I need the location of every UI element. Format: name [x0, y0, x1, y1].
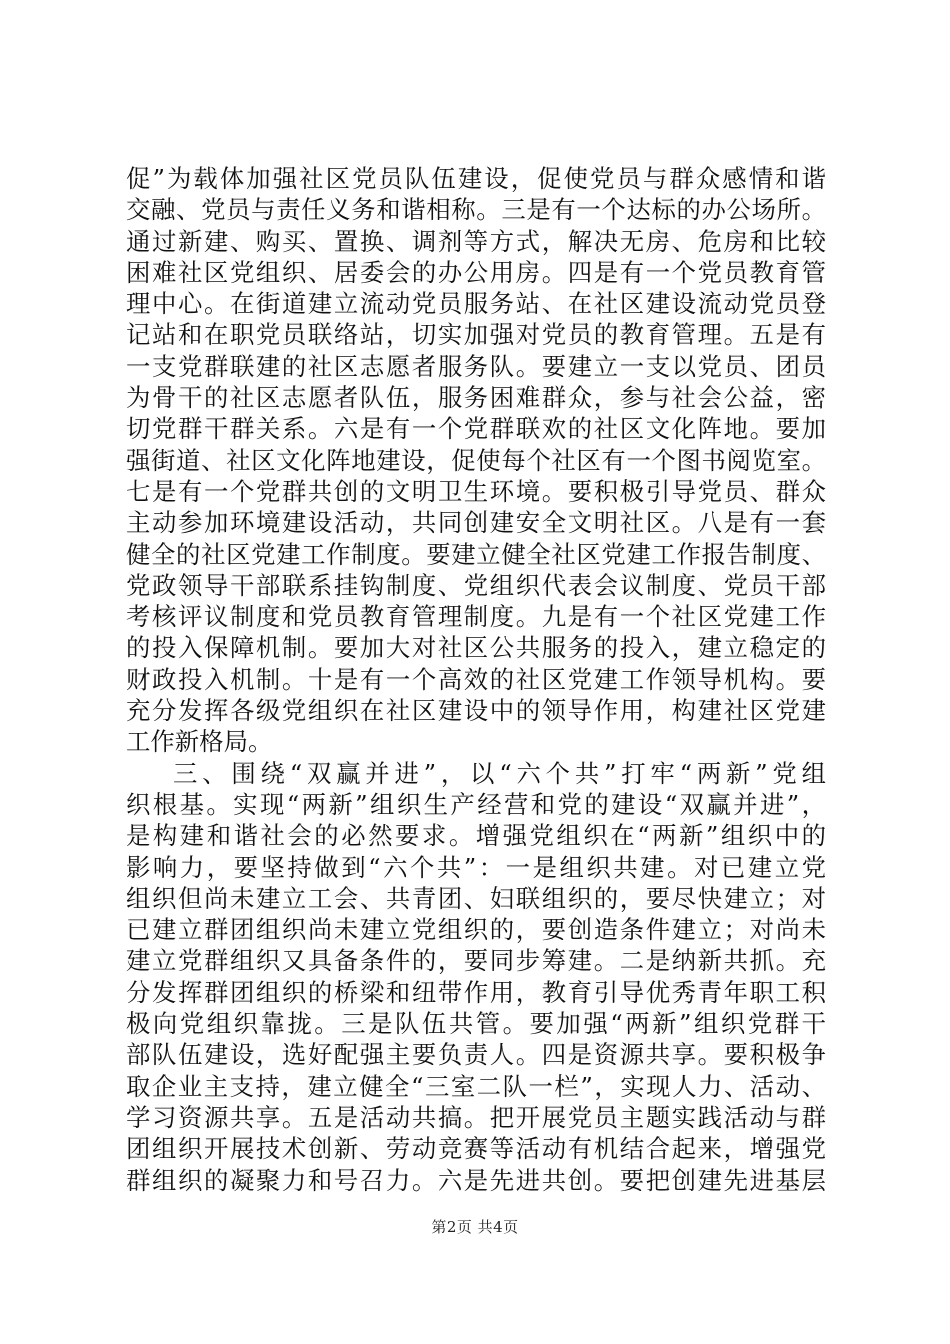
text-line: 党政领导干部联系挂钩制度、党组织代表会议制度、党员干部: [126, 570, 826, 600]
text-line: 理中心。在街道建立流动党员服务站、在社区建设流动党员登: [126, 289, 826, 319]
text-line: 通过新建、购买、置换、调剂等方式，解决无房、危房和比较: [126, 226, 826, 256]
text-line: 已建立群团组织尚未建立党组织的，要创造条件建立；对尚未: [126, 915, 826, 945]
text-line: 的投入保障机制。要加大对社区公共服务的投入，建立稳定的: [126, 633, 826, 663]
text-line: 是构建和谐社会的必然要求。增强党组织在“两新”组织中的: [126, 821, 826, 851]
section-heading-line: 三、围绕“双赢并进”，以“六个共”打牢“两新”党组: [173, 758, 826, 788]
text-line: 群组织的凝聚力和号召力。六是先进共创。要把创建先进基层: [126, 1165, 826, 1195]
text-line: 充分发挥各级党组织在社区建设中的领导作用，构建社区党建: [126, 696, 826, 726]
text-line: 促”为载体加强社区党员队伍建设，促使党员与群众感情和谐: [126, 164, 826, 193]
text-line: 健全的社区党建工作制度。要建立健全社区党建工作报告制度、: [126, 539, 826, 569]
text-line: 建立党群组织又具备条件的，要同步筹建。二是纳新共抓。充: [126, 946, 826, 976]
text-line: 团组织开展技术创新、劳动竞赛等活动有机结合起来，增强党: [126, 1134, 826, 1164]
text-line: 学习资源共享。五是活动共搞。把开展党员主题实践活动与群: [126, 1102, 826, 1132]
text-line: 影响力，要坚持做到“六个共”：一是组织共建。对已建立党: [126, 852, 826, 882]
text-line: 困难社区党组织、居委会的办公用房。四是有一个党员教育管: [126, 257, 826, 287]
text-line: 主动参加环境建设活动，共同创建安全文明社区。八是有一套: [126, 508, 826, 538]
text-line: 织根基。实现“两新”组织生产经营和党的建设“双赢并进”，: [126, 789, 826, 819]
text-line: 组织但尚未建立工会、共青团、妇联组织的，要尽快建立；对: [126, 883, 826, 913]
text-line: 财政投入机制。十是有一个高效的社区党建工作领导机构。要: [126, 664, 826, 694]
text-line: 记站和在职党员联络站，切实加强对党员的教育管理。五是有: [126, 320, 826, 350]
text-line: 部队伍建设，选好配强主要负责人。四是资源共享。要积极争: [126, 1040, 826, 1070]
text-line: 工作新格局。: [126, 727, 273, 757]
text-line: 切党群干群关系。六是有一个党群联欢的社区文化阵地。要加: [126, 414, 826, 444]
text-line: 为骨干的社区志愿者队伍，服务困难群众，参与社会公益，密: [126, 383, 826, 413]
text-line: 强街道、社区文化阵地建设，促使每个社区有一个图书阅览室。: [126, 445, 826, 475]
text-line: 七是有一个党群共创的文明卫生环境。要积极引导党员、群众: [126, 476, 826, 506]
text-line: 一支党群联建的社区志愿者服务队。要建立一支以党员、团员: [126, 351, 826, 381]
page-footer: 第2页 共4页: [431, 1218, 519, 1236]
text-line: 极向党组织靠拢。三是队伍共管。要加强“两新”组织党群干: [126, 1009, 826, 1039]
text-line: 交融、党员与责任义务和谐相称。三是有一个达标的办公场所。: [126, 195, 826, 225]
text-line: 分发挥群团组织的桥梁和纽带作用，教育引导优秀青年职工积: [126, 977, 826, 1007]
body-text: [126, 163, 826, 1196]
text-line: 取企业主支持，建立健全“三室二队一栏”，实现人力、活动、: [126, 1071, 826, 1101]
text-line: 考核评议制度和党员教育管理制度。九是有一个社区党建工作: [126, 602, 826, 632]
